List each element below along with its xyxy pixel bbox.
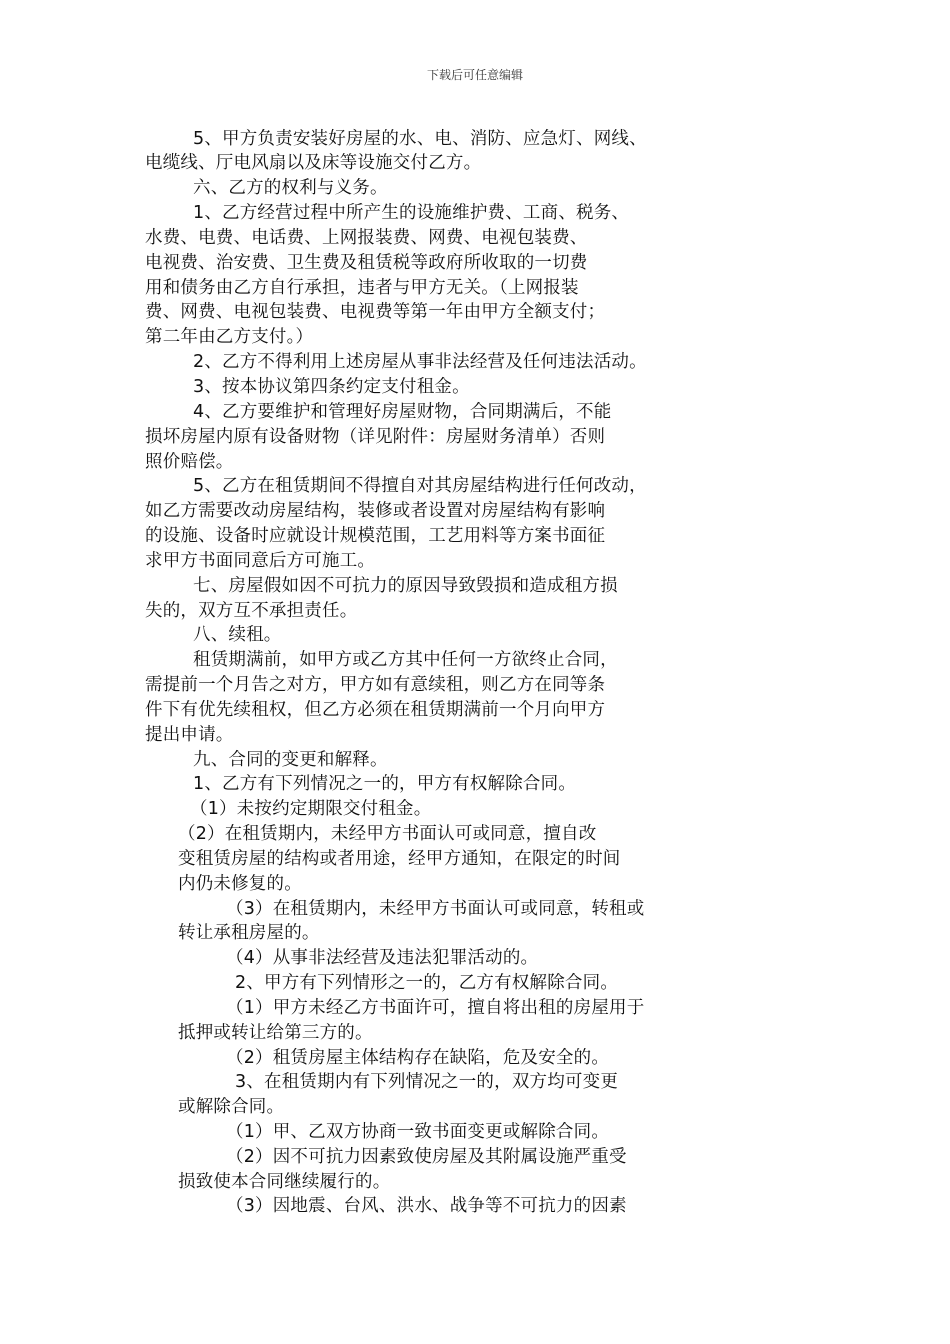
text-line: （2）因不可抗力因素致使房屋及其附属设施严重受: [226, 1147, 627, 1167]
section-heading: 九、合同的变更和解释。: [193, 750, 388, 770]
text-line: 抵押或转让给第三方的。: [178, 1023, 373, 1043]
text-line: （3）在租赁期内，未经甲方书面认可或同意，转租或: [226, 899, 645, 919]
text-line: 电缆线、厅电风扇以及床等设施交付乙方。: [145, 153, 482, 173]
section-heading: 八、续租。: [193, 625, 282, 645]
text-line: （1）甲、乙双方协商一致书面变更或解除合同。: [226, 1122, 610, 1142]
text-line: （3）因地震、台风、洪水、战争等不可抗力的因素: [226, 1196, 627, 1216]
text-line: 的设施、设备时应就设计规模范围，工艺用料等方案书面征: [145, 526, 606, 546]
text-line: 4、乙方要维护和管理好房屋财物，合同期满后，不能: [193, 402, 612, 422]
text-line: 1、乙方有下列情况之一的，甲方有权解除合同。: [193, 774, 577, 794]
text-line: 提出申请。: [145, 725, 234, 745]
text-line: 失的，双方互不承担责任。: [145, 601, 358, 621]
text-line: 内仍未修复的。: [178, 874, 302, 894]
text-line: （2）在租赁期内，未经甲方书面认可或同意，擅自改: [178, 824, 597, 844]
text-line: 3、按本协议第四条约定支付租金。: [193, 377, 470, 397]
section-heading: 七、房屋假如因不可抗力的原因导致毁损和造成租方损: [193, 576, 618, 596]
text-line: 损坏房屋内原有设备财物（详见附件：房屋财务清单）否则: [145, 427, 606, 447]
text-line: （4）从事非法经营及违法犯罪活动的。: [226, 948, 539, 968]
text-line: 2、甲方有下列情形之一的，乙方有权解除合同。: [235, 973, 619, 993]
text-line: （2）租赁房屋主体结构存在缺陷，危及安全的。: [226, 1048, 610, 1068]
text-line: 5、乙方在租赁期间不得擅自对其房屋结构进行任何改动，: [193, 476, 647, 496]
text-line: 5、甲方负责安装好房屋的水、电、消防、应急灯、网线、: [193, 129, 647, 149]
text-line: 需提前一个月告之对方，甲方如有意续租，则乙方在同等条: [145, 675, 606, 695]
text-line: （1）未按约定期限交付租金。: [190, 799, 432, 819]
text-line: 水费、电费、电话费、上网报装费、网费、电视包装费、: [145, 228, 588, 248]
text-line: 2、乙方不得利用上述房屋从事非法经营及任何违法活动。: [193, 352, 647, 372]
text-line: 租赁期满前，如甲方或乙方其中任何一方欲终止合同，: [193, 650, 618, 670]
text-line: 求甲方书面同意后方可施工。: [145, 551, 376, 571]
text-line: 电视费、治安费、卫生费及租赁税等政府所收取的一切费: [145, 253, 588, 273]
text-line: 损致使本合同继续履行的。: [178, 1172, 391, 1192]
text-line: 1、乙方经营过程中所产生的设施维护费、工商、税务、: [193, 203, 630, 223]
text-line: 或解除合同。: [178, 1097, 285, 1117]
text-line: 如乙方需要改动房屋结构，装修或者设置对房屋结构有影响: [145, 501, 606, 521]
text-line: 用和债务由乙方自行承担，违者与甲方无关。（上网报装: [145, 278, 579, 298]
text-line: 第二年由乙方支付。）: [145, 327, 314, 347]
text-line: 照价赔偿。: [145, 452, 234, 472]
text-line: 件下有优先续租权，但乙方必须在租赁期满前一个月向甲方: [145, 700, 606, 720]
text-line: 转让承租房屋的。: [178, 923, 320, 943]
text-line: 变租赁房屋的结构或者用途，经甲方通知，在限定的时间: [178, 849, 621, 869]
page-header: 下载后可任意编辑: [426, 68, 523, 82]
text-line: 费、网费、电视包装费、电视费等第一年由甲方全额支付；: [145, 302, 606, 322]
text-line: （1）甲方未经乙方书面许可，擅自将出租的房屋用于: [226, 998, 645, 1018]
text-line: 3、在租赁期内有下列情况之一的，双方均可变更: [235, 1072, 619, 1092]
section-heading: 六、乙方的权利与义务。: [193, 178, 388, 198]
